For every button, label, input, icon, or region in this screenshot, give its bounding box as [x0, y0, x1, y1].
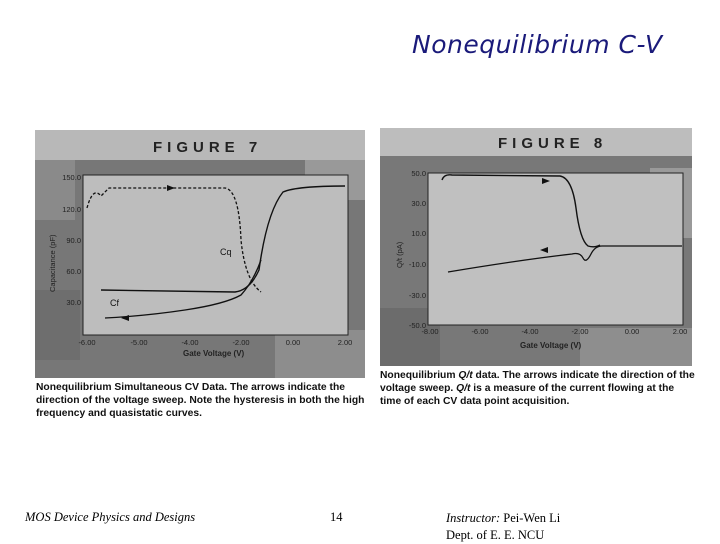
fig8-caption-prefix: Nonequilibrium [380, 370, 459, 381]
fig8-caption-mid: data. The arrows indicate the direction of the voltage sweep. [380, 370, 695, 394]
fig8-caption-qt-2: Q/t [456, 383, 471, 394]
fig8-caption-suffix: is a measure of the current flowing at the time of each CV data point acquisition. [380, 383, 675, 407]
fig8-xtick-1: -8.00 [421, 327, 439, 336]
fig8-xtick-6: 2.00 [672, 327, 688, 336]
fig7-ytick-150: 150.0 [62, 173, 81, 182]
fig8-ylabel: Q/t (pA) [395, 241, 404, 268]
fig8-xtick-3: -4.00 [521, 327, 539, 336]
fig8-xtick-5: 0.00 [624, 327, 640, 336]
footer-instructor [446, 510, 560, 544]
figure-7-heading: FIGURE 7 [153, 139, 263, 156]
fig8-ytick-m30: -30.0 [408, 291, 426, 300]
footer-page-number: 14 [330, 510, 343, 524]
figure-8-heading: FIGURE 8 [498, 135, 608, 152]
fig7-ytick-30: 30.0 [66, 298, 81, 307]
fig8-ytick-10: 10.0 [411, 229, 426, 238]
fig7-xtick-4: -2.00 [232, 338, 250, 347]
fig8-xtick-4: -2.00 [571, 327, 589, 336]
footer-instructor-name: Pei-Wen Li [500, 511, 561, 525]
fig7-cq-label: Cq [220, 247, 232, 257]
fig7-cf-label: Cf [110, 298, 119, 308]
footer-dept: Dept. of E. E. NCU [446, 528, 545, 542]
fig8-ytick-50: 50.0 [411, 169, 426, 178]
fig7-xlabel: Gate Voltage (V) [183, 349, 245, 358]
fig7-ytick-120: 120.0 [62, 205, 81, 214]
fig8-caption-qt-1: Q/t [458, 370, 473, 381]
figure-8-caption [380, 369, 696, 408]
figure-7-plot [35, 130, 365, 378]
fig8-ytick-m10: -10.0 [408, 260, 426, 269]
fig8-xtick-2: -6.00 [471, 327, 489, 336]
fig8-xlabel: Gate Voltage (V) [520, 341, 582, 350]
fig7-ylabel: Capacitance (pF) [48, 234, 57, 292]
figure-8-image [380, 128, 692, 366]
fig8-ytick-m50: -50.0 [408, 321, 426, 330]
fig8-ytick-30: 30.0 [411, 199, 426, 208]
figure-7-image [35, 130, 365, 378]
fig7-ytick-90: 90.0 [66, 236, 81, 245]
fig7-xtick-5: 0.00 [285, 338, 301, 347]
footer-course: MOS Device Physics and Designs [25, 510, 196, 524]
footer-instructor-label: Instructor: [446, 511, 501, 525]
fig7-xtick-2: -5.00 [130, 338, 148, 347]
fig7-ytick-60: 60.0 [66, 267, 81, 276]
figure-7-caption: Nonequilibrium Simultaneous CV Data. The arrows indicate the direction of the voltage sweep. Note the hysteresis in both the high frequency and quasistatic curves. [36, 382, 365, 419]
fig7-xtick-1: -6.00 [78, 338, 96, 347]
figure-8-plot [380, 128, 692, 366]
fig7-xtick-6: 2.00 [337, 338, 353, 347]
fig7-xtick-3: -4.00 [181, 338, 199, 347]
slide-title: Nonequilibrium C-V [412, 30, 663, 59]
